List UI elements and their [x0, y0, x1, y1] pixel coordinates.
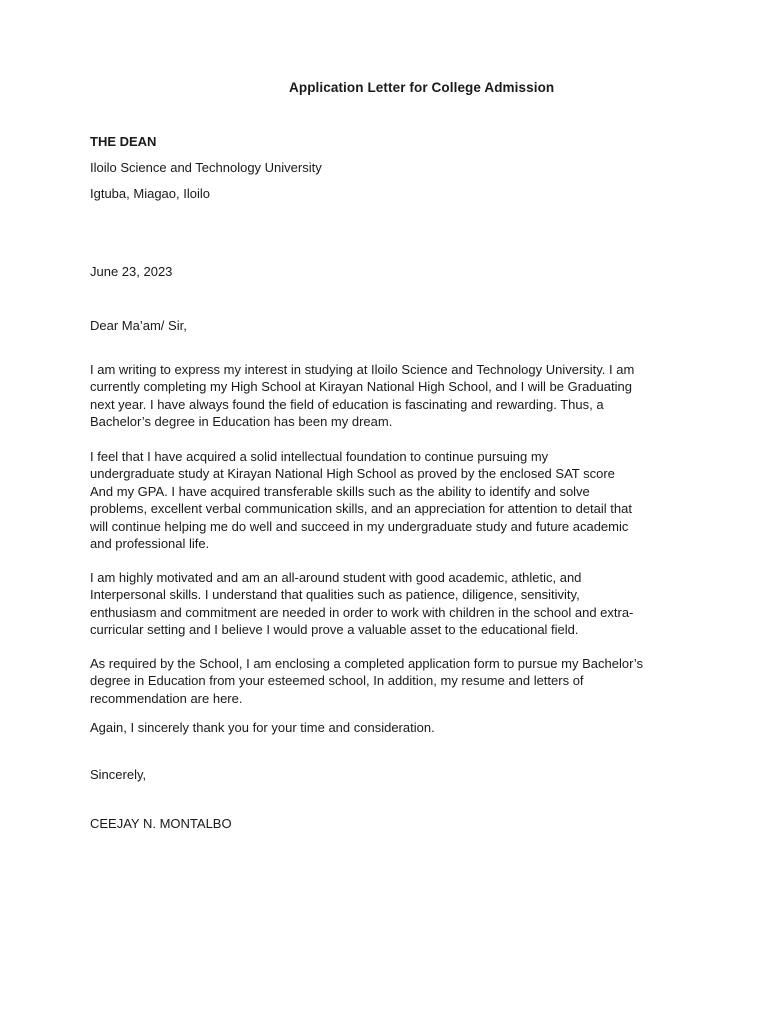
- paragraph-line: will continue helping me do well and succeed in my undergraduate study and future academic: [90, 518, 629, 534]
- closing: Sincerely,: [90, 767, 147, 782]
- paragraph-line: next year. I have always found the field of education is fascinating and rewarding. Thus, a: [90, 396, 604, 412]
- paragraph-line: problems, excellent verbal communication skills, and an appreciation for attention to detail that: [90, 501, 632, 517]
- paragraph-enclosure: [90, 655, 690, 707]
- paragraph-line: Bachelor’s degree in Education has been my dream.: [90, 414, 393, 430]
- letter-title: Application Letter for College Admission: [289, 80, 555, 95]
- paragraph-line: I am writing to express my interest in studying at Iloilo Science and Technology University. I am: [90, 362, 635, 377]
- paragraph-thanks: [90, 719, 690, 736]
- recipient-name: THE DEAN: [90, 134, 157, 149]
- salutation: Dear Ma’am/ Sir,: [90, 318, 187, 333]
- recipient-institution: Iloilo Science and Technology University: [90, 160, 322, 175]
- paragraph-foundation: [90, 448, 690, 552]
- paragraph-motivation: [90, 569, 690, 639]
- paragraph-line: and professional life.: [90, 536, 210, 552]
- recipient-address: Igtuba, Miagao, Iloilo: [90, 186, 210, 201]
- paragraph-line: undergraduate study at Kirayan National High School as proved by the enclosed SAT score: [90, 466, 615, 482]
- paragraph-line: As required by the School, I am enclosing a completed application form to pursue my Bachelor’s: [90, 656, 644, 671]
- paragraph-line: recommendation are here.: [90, 690, 243, 706]
- paragraph-line: curricular setting and I believe I would prove a valuable asset to the educational field.: [90, 622, 579, 638]
- paragraph-interest: [90, 361, 690, 431]
- paragraph-line: Interpersonal skills. I understand that qualities such as patience, diligence, sensitivity,: [90, 587, 580, 603]
- letter-date: June 23, 2023: [90, 264, 173, 279]
- paragraph-line: degree in Education from your esteemed school, In addition, my resume and letters of: [90, 673, 584, 689]
- signature-name: CEEJAY N. MONTALBO: [90, 816, 232, 831]
- paragraph-line: And my GPA. I have acquired transferable skills such as the ability to identify and solve: [90, 483, 590, 499]
- paragraph-line: enthusiasm and commitment are needed in order to work with children in the school and extra-: [90, 604, 634, 620]
- paragraph-line: currently completing my High School at Kirayan National High School, and I will be Graduating: [90, 379, 632, 395]
- paragraph-line: I am highly motivated and am an all-around student with good academic, athletic, and: [90, 570, 582, 585]
- paragraph-line: Again, I sincerely thank you for your time and consideration.: [90, 720, 435, 735]
- paragraph-line: I feel that I have acquired a solid intellectual foundation to continue pursuing my: [90, 449, 549, 464]
